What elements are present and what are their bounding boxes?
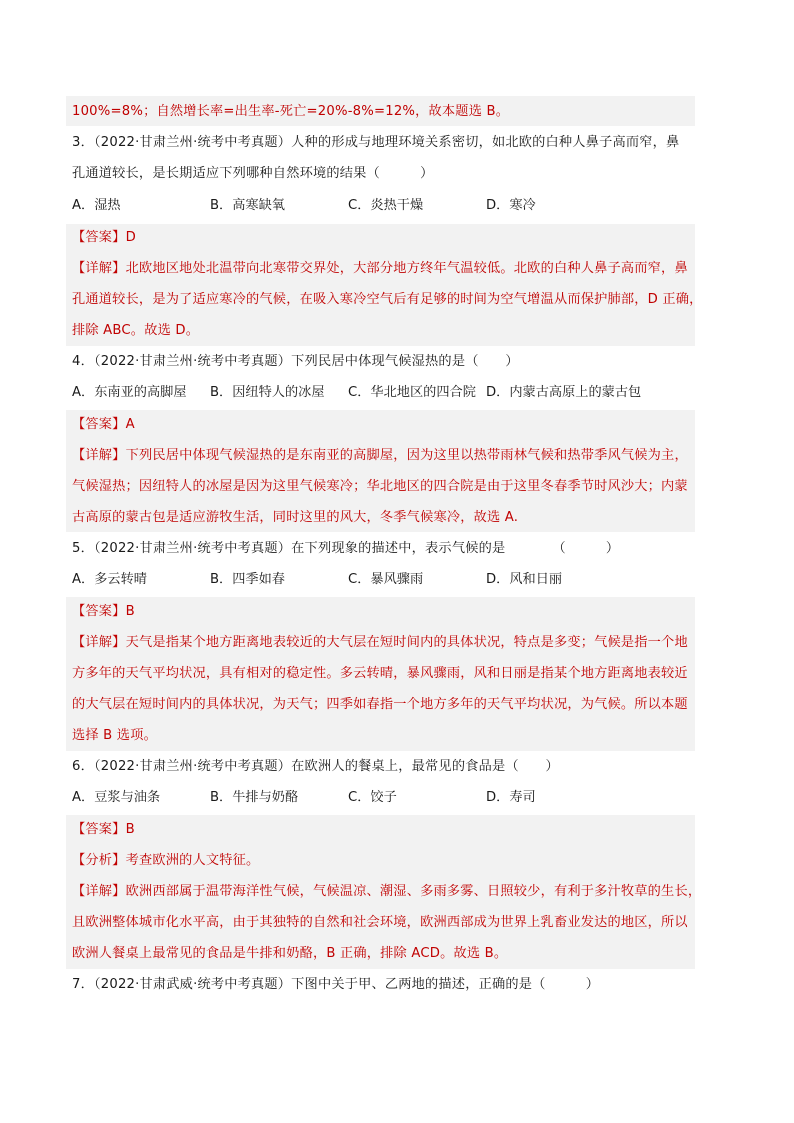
question-3-option-a: A．湿热 (72, 198, 121, 213)
question-4-answer (72, 416, 135, 434)
answer-tag: 【答案】 (72, 822, 126, 837)
question-6-detail-line-1 (72, 883, 701, 901)
question-4-detail-line-3: 古高原的蒙古包是适应游牧生活，同时这里的风大，冬季气候寒冷，故选 A. (72, 510, 519, 525)
analysis-tag: 【分析】 (72, 853, 126, 868)
question-3-option-c: C．炎热干燥 (348, 198, 424, 213)
detail-text: 北欧地区地处北温带向北寒带交界处，大部分地方终年气温较低。北欧的白种人鼻子高而窄，鼻 (125, 261, 688, 276)
question-5-answer (72, 603, 135, 621)
answer-value: D (125, 230, 136, 245)
answer-tag: 【答案】 (72, 417, 126, 432)
question-4-detail-line-1 (72, 447, 688, 465)
question-6-stem-line-1: 6．（2022·甘肃兰州·统考中考真题）在欧洲人的餐桌上，最常见的食品是（ ） (72, 759, 559, 774)
question-5-option-a: A．多云转晴 (72, 572, 147, 587)
question-4-detail-line-2: 气候湿热；因纽特人的冰屋是因为这里气候寒冷；华北地区的四合院是由于这里冬春季节时风沙大；内蒙 (72, 479, 688, 494)
answer-tag: 【答案】 (72, 604, 126, 619)
analysis-text: 考查欧洲的人文特征。 (125, 853, 260, 868)
question-4-option-d: D．内蒙古高原上的蒙古包 (486, 385, 642, 400)
detail-tag: 【详解】 (72, 884, 126, 899)
question-5-stem-line-1: 5．（2022·甘肃兰州·统考中考真题）在下列现象的描述中，表示气候的是 （ ） (72, 541, 620, 556)
question-3-detail-line-1 (72, 260, 688, 278)
question-4-stem-line-1: 4．（2022·甘肃兰州·统考中考真题）下列民居中体现气候湿热的是（ ） (72, 354, 519, 369)
question-5-detail-line-1 (72, 634, 688, 652)
question-4-option-c: C．华北地区的四合院 (348, 385, 476, 400)
question-3-detail-line-2: 孔通道较长，是为了适应寒冷的气候，在吸入寒冷空气后有足够的时间为空气增温从而保护肺部，D 正确， (72, 292, 703, 307)
detail-tag: 【详解】 (72, 261, 126, 276)
question-3-stem-line-2: 孔通道较长，是长期适应下列哪种自然环境的结果（ ） (72, 166, 434, 181)
detail-text: 下列民居中体现气候湿热的是东南亚的高脚屋，因为这里以热带雨林气候和热带季风气候为主， (125, 448, 688, 463)
detail-tag: 【详解】 (72, 635, 126, 650)
detail-tag: 【详解】 (72, 448, 126, 463)
answer-tag: 【答案】 (72, 230, 126, 245)
question-3-stem-line-1: 3．（2022·甘肃兰州·统考中考真题）人种的形成与地理环境关系密切，如北欧的白种人鼻子高而窄，鼻 (72, 135, 680, 150)
question-3-answer (72, 229, 136, 247)
question-6-option-d: D．寿司 (486, 790, 536, 805)
question-6-detail-line-2: 且欧洲整体城市化水平高，由于其独特的自然和社会环境，欧洲西部成为世界上乳畜业发达的地区，所以 (72, 915, 688, 930)
question-6-option-c: C．饺子 (348, 790, 397, 805)
question-7-stem-line-1: 7．（2022·甘肃武威·统考中考真题）下图中关于甲、乙两地的描述，正确的是（ ） (72, 977, 600, 992)
detail-text: 天气是指某个地方距离地表较近的大气层在短时间内的具体状况，特点是多变；气候是指一个地 (125, 635, 688, 650)
question-4-option-a: A．东南亚的高脚屋 (72, 385, 187, 400)
answer-value: B (125, 822, 135, 837)
question-6-option-b: B．牛排与奶酪 (210, 790, 299, 805)
question-3-detail-line-3: 排除 ABC。故选 D。 (72, 323, 200, 338)
question-5-option-d: D．风和日丽 (486, 572, 563, 587)
question-3-option-d: D．寒冷 (486, 198, 536, 213)
question-5-detail-line-2: 方多年的天气平均状况，具有相对的稳定性。多云转晴，暴风骤雨，风和日丽是指某个地方距离地表较近 (72, 666, 688, 681)
question-6-answer (72, 821, 135, 839)
answer-value: B (125, 604, 135, 619)
question-5-option-b: B．四季如春 (210, 572, 285, 587)
previous-answer-tail: 100%=8%；自然增长率=出生率-死亡=20%-8%=12%，故本题选 B。 (72, 104, 510, 119)
answer-value: A (125, 417, 135, 432)
question-6-option-a: A．豆浆与油条 (72, 790, 161, 805)
question-6-detail-line-3: 欧洲人餐桌上最常见的食品是牛排和奶酪，B 正确，排除 ACD。故选 B。 (72, 946, 508, 961)
question-4-option-b: B．因纽特人的冰屋 (210, 385, 325, 400)
question-5-detail-line-3: 的大气层在短时间内的具体状况，为天气；四季如春指一个地方多年的天气平均状况，为气候。所以本题 (72, 697, 688, 712)
question-5-detail-line-4: 选择 B 选项。 (72, 728, 157, 743)
question-5-option-c: C．暴风骤雨 (348, 572, 424, 587)
question-6-analysis (72, 852, 259, 870)
question-3-option-b: B．高寒缺氧 (210, 198, 285, 213)
detail-text: 欧洲西部属于温带海洋性气候，气候温凉、潮湿、多雨多雾、日照较少，有利于多汁牧草的生长， (125, 884, 702, 899)
